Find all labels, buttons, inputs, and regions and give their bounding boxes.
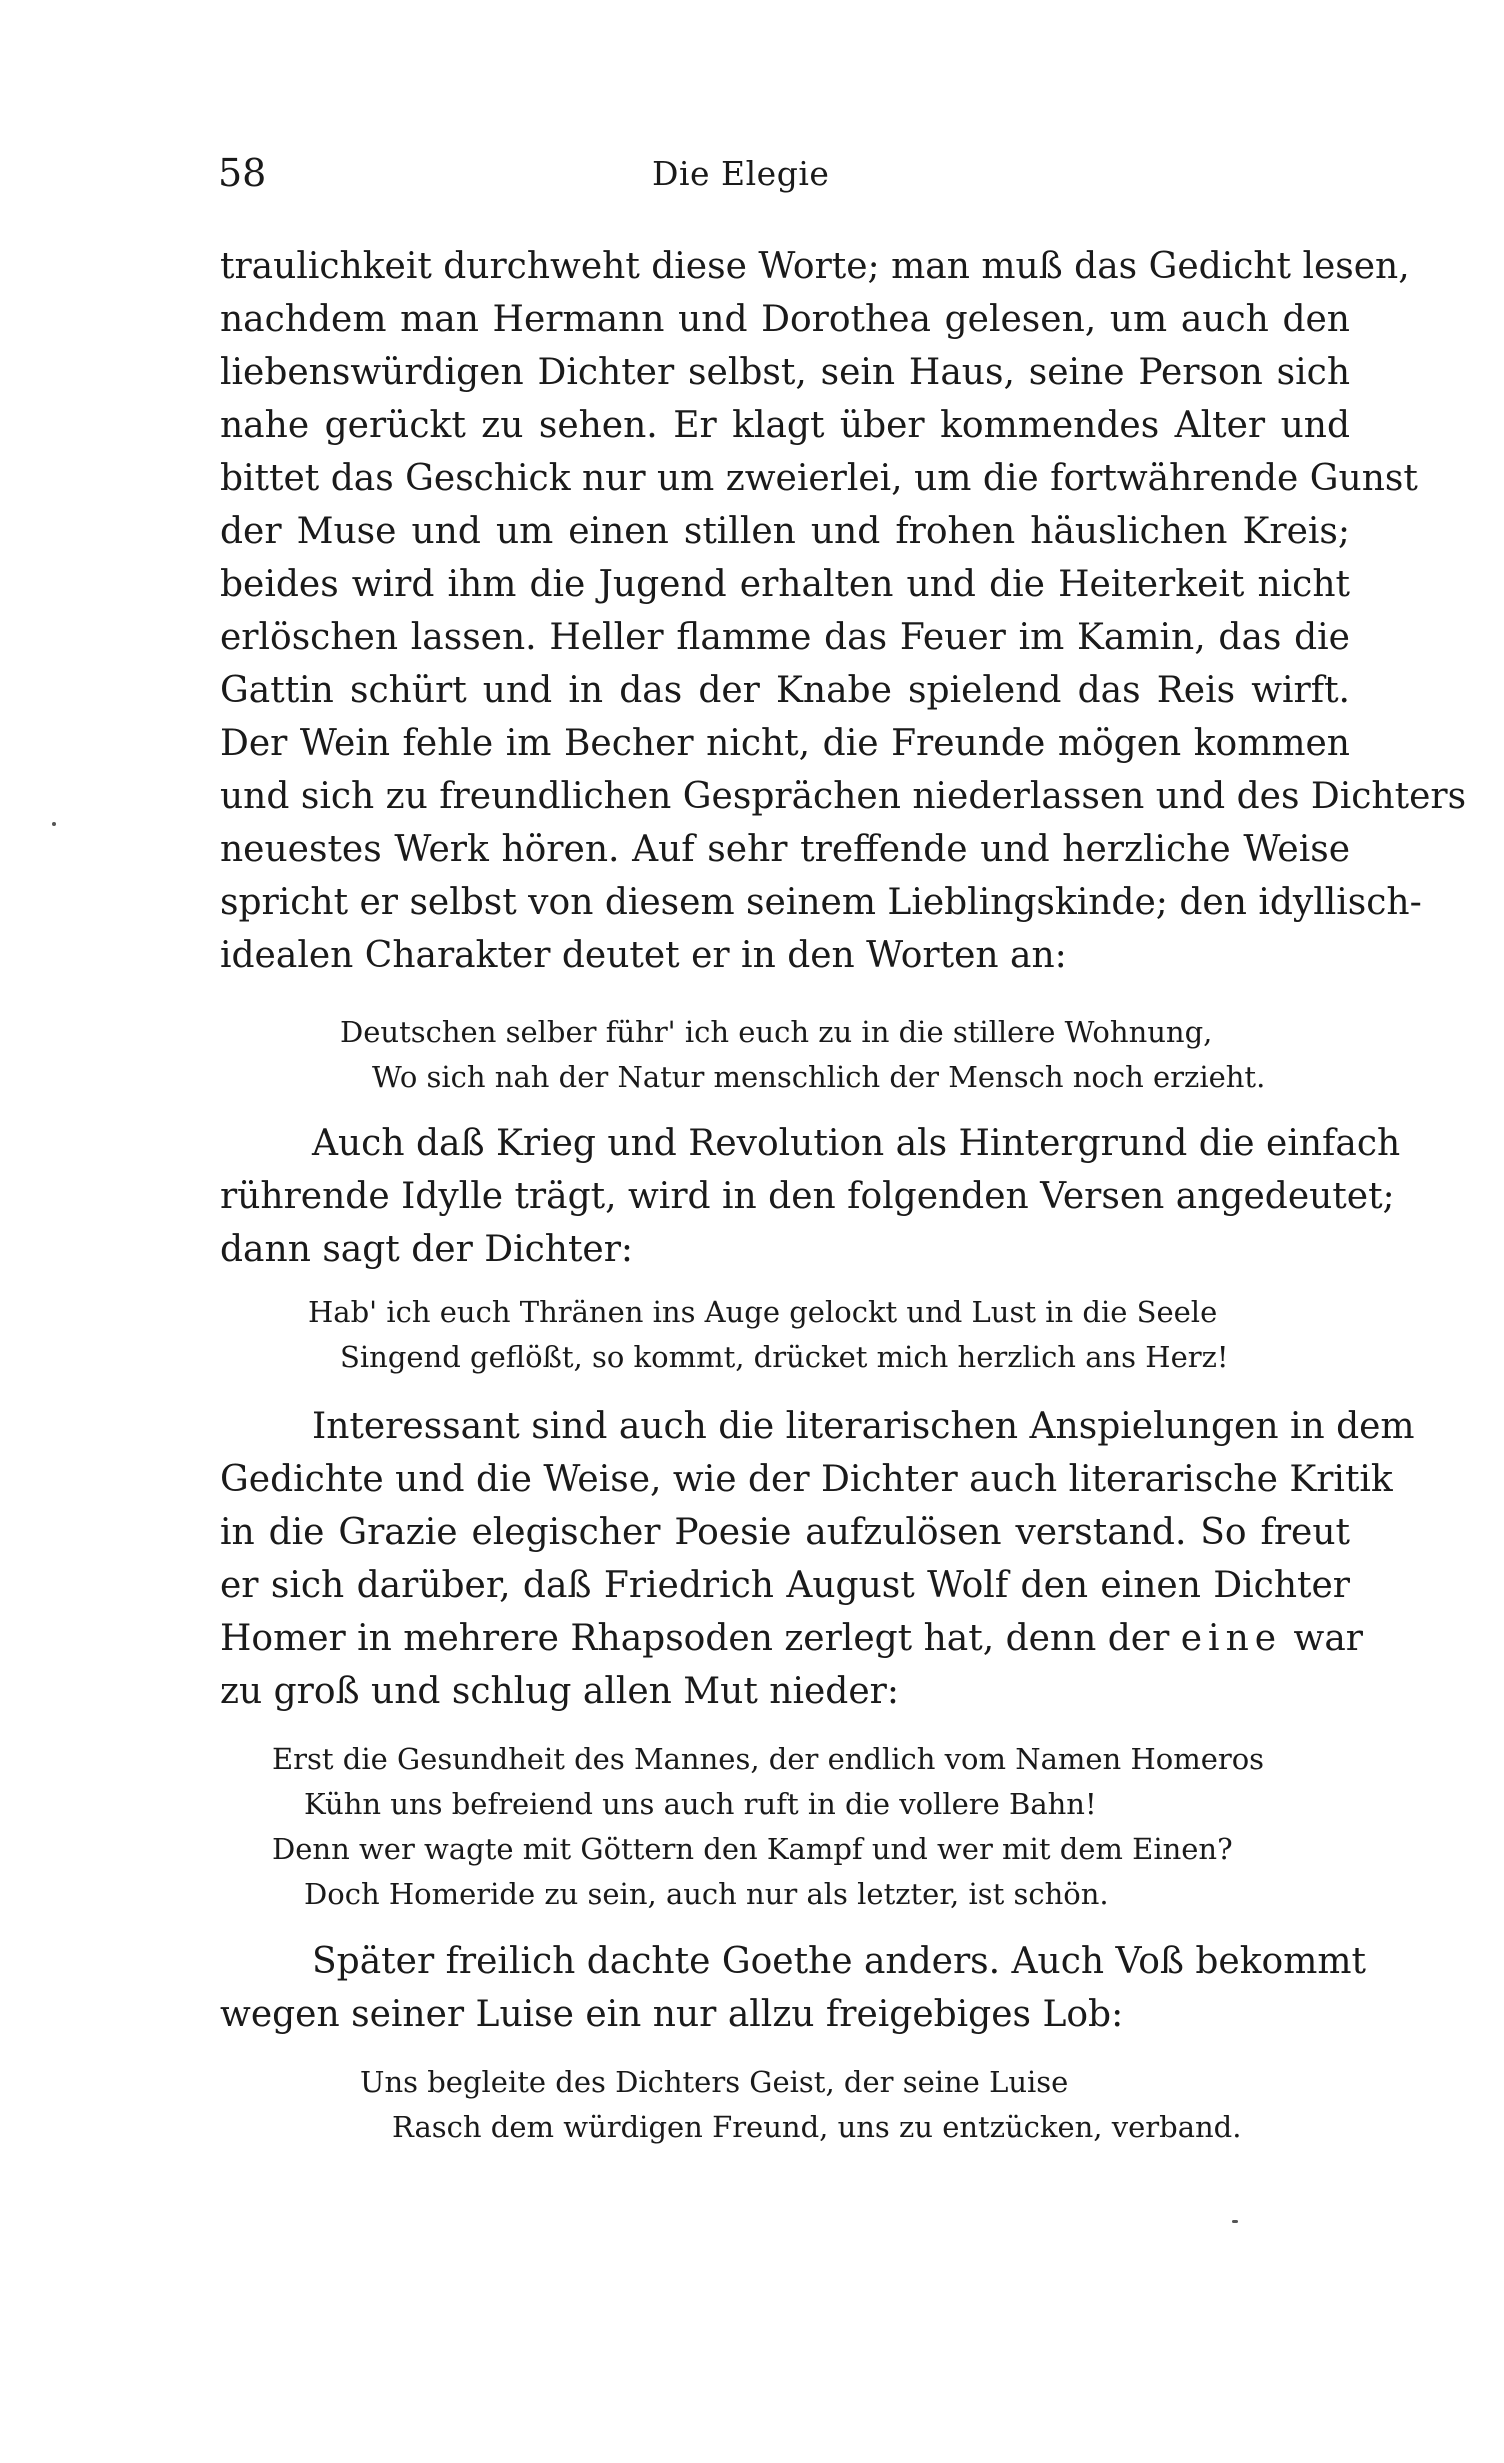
verse-quote-1 [340,1010,1265,1100]
text-line: spricht er selbst von diesem seinem Lieblingskinde; den idyllisch- [220,882,1422,923]
text-line: und sich zu freundlichen Gesprächen niederlassen und des Dichters [220,776,1467,817]
text-line: er sich darüber, daß Friedrich August Wolf den einen Dichter [220,1565,1350,1606]
verse-line: Wo sich nah der Natur menschlich der Mensch noch erzieht. [372,1060,1266,1094]
verse-quote-4 [360,2060,1241,2150]
text-line: liebenswürdigen Dichter selbst, sein Haus, seine Person sich [220,352,1350,393]
scan-speck [1232,2220,1238,2223]
text-segment: war [1282,1618,1363,1659]
verse-line: Kühn uns befreiend uns auch ruft in die vollere Bahn! [304,1787,1097,1821]
text-line: zu groß und schlug allen Mut nieder: [220,1671,899,1712]
paragraph-3 [220,1400,1415,1718]
verse-quote-2 [308,1290,1229,1380]
text-line: neuestes Werk hören. Auf sehr treffende und herzliche Weise [220,829,1350,870]
verse-quote-3 [272,1737,1264,1917]
text-line: erlöschen lassen. Heller flamme das Feuer im Kamin, das die [220,617,1350,658]
text-line: bittet das Geschick nur um zweierlei, um die fortwährende Gunst [220,458,1418,499]
verse-line: Deutschen selber führ' ich euch zu in die stillere Wohnung, [340,1015,1213,1049]
text-line: Interessant sind auch die literarischen Anspielungen in dem [312,1406,1415,1447]
text-line: Später freilich dachte Goethe anders. Auch Voß bekommt [312,1941,1366,1982]
text-line: traulichkeit durchweht diese Worte; man muß das Gedicht lesen, [220,246,1410,287]
verse-line: Denn wer wagte mit Göttern den Kampf und wer mit dem Einen? [272,1832,1233,1866]
paragraph-1 [220,240,1467,982]
scan-speck [52,822,56,826]
text-line: Der Wein fehle im Becher nicht, die Freunde mögen kommen [220,723,1350,764]
verse-line: Erst die Gesundheit des Mannes, der endlich vom Namen Homeros [272,1742,1265,1776]
verse-line: Singend geflößt, so kommt, drücket mich herzlich ans Herz! [340,1340,1229,1374]
text-line: beides wird ihm die Jugend erhalten und die Heiterkeit nicht [220,564,1350,605]
verse-line: Hab' ich euch Thränen ins Auge gelockt und Lust in die Seele [308,1295,1218,1329]
verse-line: Doch Homeride zu sein, auch nur als letzter, ist schön. [304,1877,1109,1911]
text-segment: Homer in mehrere Rhapsoden zerlegt hat, denn der [220,1618,1181,1659]
text-line-with-emphasis [220,1612,1363,1665]
spaced-emphasis: eine [1180,1618,1283,1659]
text-line: idealen Charakter deutet er in den Worten an: [220,935,1067,976]
running-title: Die Elegie [652,154,830,193]
text-line: nahe gerückt zu sehen. Er klagt über kommendes Alter und [220,405,1350,446]
paragraph-2 [220,1117,1401,1276]
text-line: Auch daß Krieg und Revolution als Hintergrund die einfach [312,1123,1401,1164]
text-line: der Muse und um einen stillen und frohen häuslichen Kreis; [220,511,1350,552]
text-line: rührende Idylle trägt, wird in den folgenden Versen angedeutet; [220,1176,1395,1217]
text-line: dann sagt der Dichter: [220,1229,634,1270]
verse-line: Rasch dem würdigen Freund, uns zu entzücken, verband. [392,2110,1242,2144]
text-line: Gattin schürt und in das der Knabe spielend das Reis wirft. [220,670,1350,711]
text-line: Gedichte und die Weise, wie der Dichter auch literarische Kritik [220,1459,1393,1500]
page-number: 58 [218,151,267,195]
text-line: nachdem man Hermann und Dorothea gelesen, um auch den [220,299,1350,340]
paragraph-4 [220,1935,1366,2041]
text-line: in die Grazie elegischer Poesie aufzulösen verstand. So freut [220,1512,1350,1553]
text-line: wegen seiner Luise ein nur allzu freigebiges Lob: [220,1994,1124,2035]
verse-line: Uns begleite des Dichters Geist, der seine Luise [360,2065,1069,2099]
